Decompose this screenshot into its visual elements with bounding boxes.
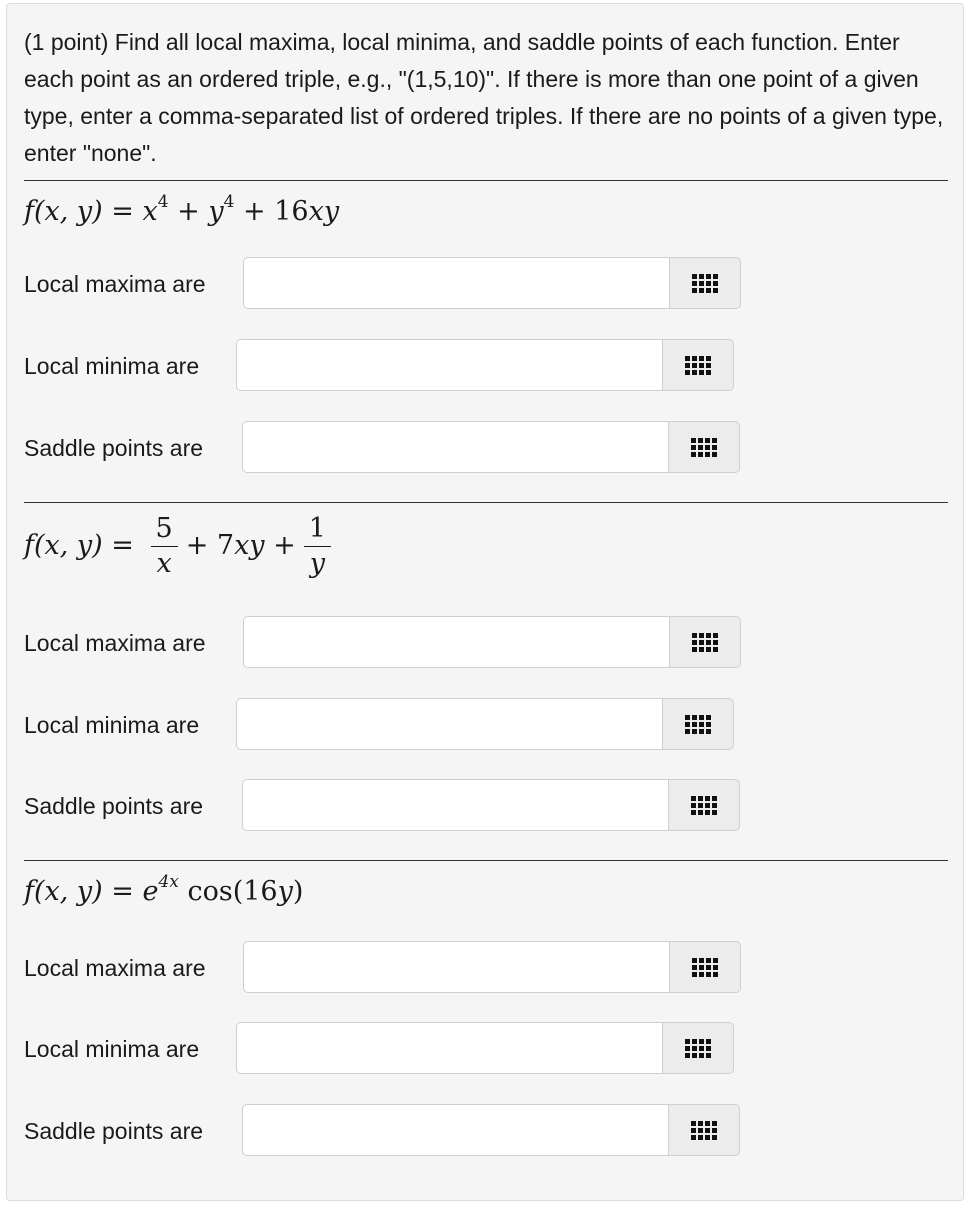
p3-local-maxima-row xyxy=(24,941,924,995)
p1-local-maxima-row xyxy=(24,257,924,311)
equation-editor-button[interactable] xyxy=(668,779,740,831)
problem-instructions: (1 point) Find all local maxima, local minima, and saddle points of each function. Enter each point as an ordered triple, e.g., "(1,5,10)". If there is more than one point of a given type, enter a comma-separated list of ordered triples. If there are no points of a given type, enter "none". xyxy=(24,29,944,166)
p2-saddle-points-input[interactable] xyxy=(242,779,668,831)
equation-editor-button[interactable] xyxy=(668,421,740,473)
p1-saddle-points-row xyxy=(24,421,924,475)
saddle-points-label: Saddle points are xyxy=(24,793,204,819)
local-maxima-label: Local maxima are xyxy=(24,955,206,981)
equation-editor-button[interactable] xyxy=(662,339,734,391)
equation-editor-button[interactable] xyxy=(668,1104,740,1156)
p1-local-minima-input[interactable] xyxy=(236,339,662,391)
equation-editor-grid-icon xyxy=(691,438,717,457)
p2-local-minima-row xyxy=(24,698,924,752)
p3-local-minima-row xyxy=(24,1022,924,1076)
p2-local-maxima-input[interactable] xyxy=(243,616,669,668)
equation-editor-grid-icon xyxy=(685,356,711,375)
divider xyxy=(24,860,948,861)
local-minima-label: Local minima are xyxy=(24,712,200,738)
p1-local-minima-row xyxy=(24,339,924,393)
equation-editor-button[interactable] xyxy=(662,698,734,750)
equation-editor-button[interactable] xyxy=(669,941,741,993)
local-minima-label: Local minima are xyxy=(24,1036,200,1062)
function-1-formula: f(x, $y) = x^4 + y^4 + 16xy$ xyxy=(24,192,340,227)
p1-saddle-points-input[interactable] xyxy=(242,421,668,473)
equation-editor-grid-icon xyxy=(691,796,717,815)
equation-editor-button[interactable] xyxy=(662,1022,734,1074)
p2-local-minima-input[interactable] xyxy=(236,698,662,750)
equation-editor-grid-icon xyxy=(691,1121,717,1140)
p2-saddle-points-row xyxy=(24,779,924,833)
p3-saddle-points-row xyxy=(24,1104,924,1158)
equation-editor-grid-icon xyxy=(685,1039,711,1058)
local-minima-label: Local minima are xyxy=(24,353,200,379)
saddle-points-label: Saddle points are xyxy=(24,435,204,461)
p3-saddle-points-input[interactable] xyxy=(242,1104,668,1156)
p3-local-minima-input[interactable] xyxy=(236,1022,662,1074)
function-3-formula: f(x, $y) = e^{4x}$ cos(16y) xyxy=(24,872,304,907)
function-2-formula: f(x, y) = $\frac{5}{x}$ + 7xy + $\frac{1}{y}$ xyxy=(24,514,339,579)
equation-editor-button[interactable] xyxy=(669,616,741,668)
local-maxima-label: Local maxima are xyxy=(24,630,206,656)
equation-editor-grid-icon xyxy=(692,633,718,652)
equation-editor-grid-icon xyxy=(685,715,711,734)
equation-editor-grid-icon xyxy=(692,274,718,293)
equation-editor-button[interactable] xyxy=(669,257,741,309)
p3-local-maxima-input[interactable] xyxy=(243,941,669,993)
p2-local-maxima-row xyxy=(24,616,924,670)
p1-local-maxima-input[interactable] xyxy=(243,257,669,309)
local-maxima-label: Local maxima are xyxy=(24,271,206,297)
saddle-points-label: Saddle points are xyxy=(24,1118,204,1144)
equation-editor-grid-icon xyxy=(692,958,718,977)
divider xyxy=(24,502,948,503)
divider xyxy=(24,180,948,181)
